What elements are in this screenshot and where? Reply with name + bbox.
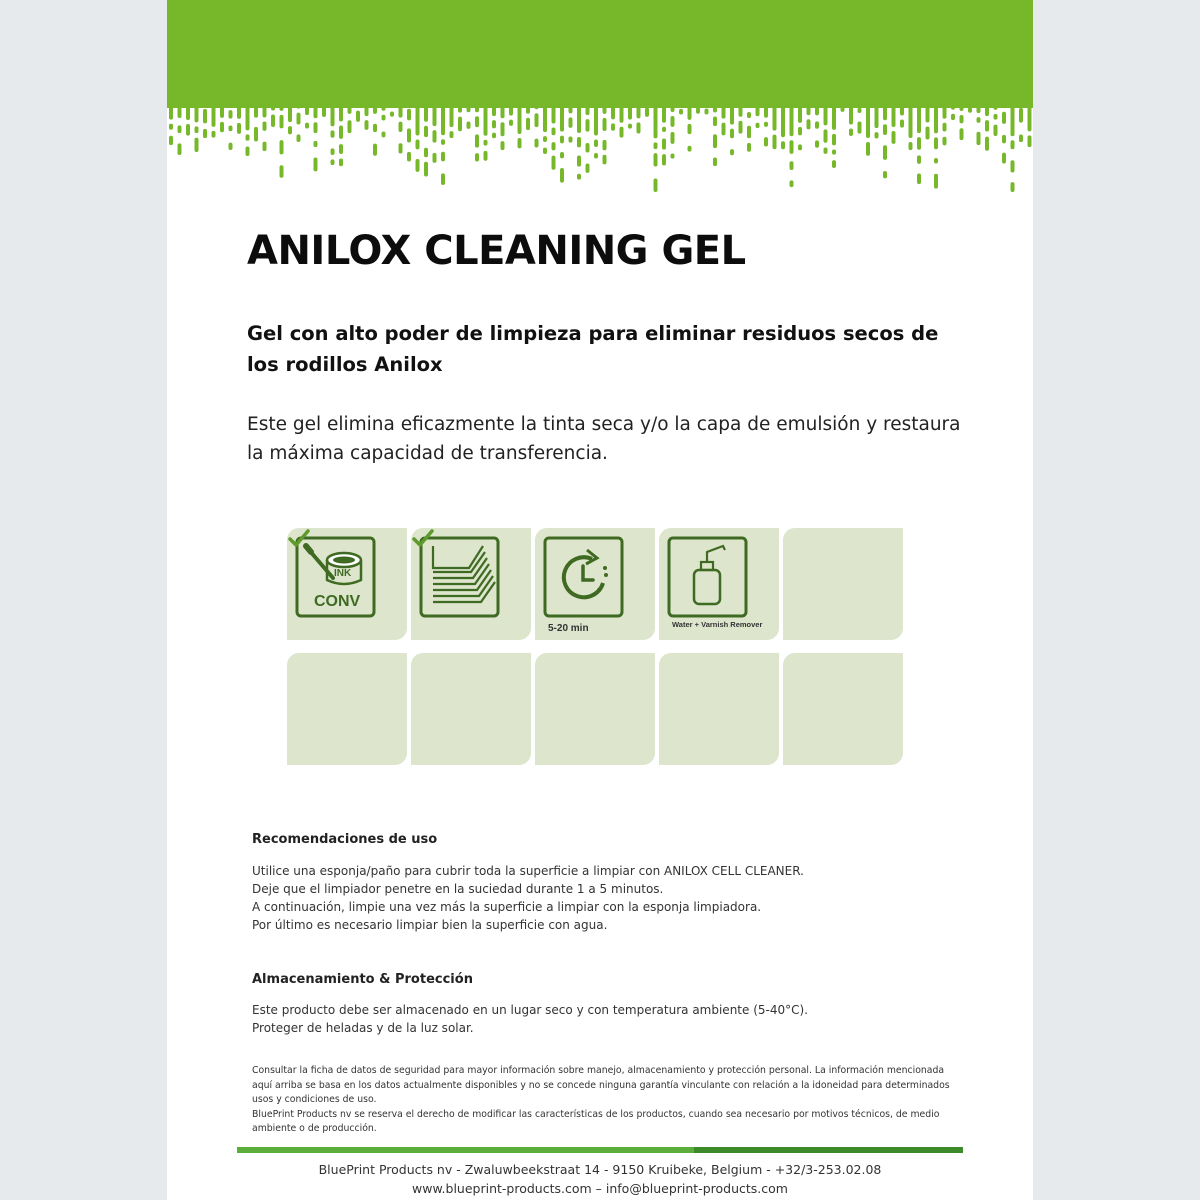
footer-address: BluePrint Products nv - Zwaluwbeekstraat 14 - 9150 Kruibeke, Belgium - +32/3-253.02.08 bbox=[318, 1162, 882, 1177]
tile-empty bbox=[783, 653, 903, 765]
ink-label: INK bbox=[334, 568, 352, 579]
tile-empty bbox=[287, 653, 407, 765]
disclaimer-paragraph: Consultar la ficha de datos de seguridad para mayor información sobre manejo, almacenamiento y protección personal. La información mencionada aquí arriba se basa en los datos actualmente disponibles y no se concede ninguna garantía vinculante con relación a la idoneidad para determinados usos y condiciones de uso. bbox=[252, 1065, 950, 1105]
footer bbox=[167, 1160, 1033, 1198]
disclaimer bbox=[252, 1064, 952, 1137]
timer-caption: 5-20 min bbox=[548, 623, 589, 634]
tile-timer bbox=[535, 528, 655, 640]
disclaimer-paragraph: BluePrint Products nv se reserva el derecho de modificar las características de los productos, cuando sea necesario por motivos técnicos, de medio ambiente o de producción. bbox=[252, 1108, 940, 1134]
document-page bbox=[167, 0, 1033, 1200]
tile-plates bbox=[411, 528, 531, 640]
tile-empty bbox=[411, 653, 531, 765]
recommendation-line: A continuación, limpie una vez más la superficie a limpiar con la esponja limpiadora. bbox=[252, 900, 762, 914]
recommendation-line: Por último es necesario limpiar bien la superficie con agua. bbox=[252, 918, 608, 932]
storage-line: Este producto debe ser almacenado en un lugar seco y con temperatura ambiente (5-40°C). bbox=[252, 1003, 808, 1017]
wash-bottle-caption: Water + Varnish Remover bbox=[672, 620, 763, 629]
recommendation-line: Deje que el limpiador penetre en la suciedad durante 1 a 5 minutos. bbox=[252, 882, 664, 896]
header-drip-pattern bbox=[167, 0, 1033, 195]
product-intro: Este gel elimina eficazmente la tinta seca y/o la capa de emulsión y restaura la máxima capacidad de transferencia. bbox=[247, 414, 961, 464]
footer-divider bbox=[237, 1147, 963, 1153]
tile-wash-bottle bbox=[659, 528, 779, 640]
recommendations-heading: Recomendaciones de uso bbox=[252, 832, 438, 847]
storage-text bbox=[252, 1001, 952, 1037]
check-icon bbox=[411, 528, 435, 548]
tile-empty bbox=[659, 653, 779, 765]
application-icon-grid bbox=[287, 528, 907, 740]
tile-empty bbox=[783, 528, 903, 640]
storage-line: Proteger de heladas y de la luz solar. bbox=[252, 1021, 474, 1035]
storage-heading: Almacenamiento & Protección bbox=[252, 972, 473, 987]
conv-label: CONV bbox=[314, 593, 361, 610]
product-title: ANILOX CLEANING GEL bbox=[247, 228, 746, 274]
tile-empty bbox=[535, 653, 655, 765]
check-icon bbox=[287, 528, 311, 548]
tile-ink-conv bbox=[287, 528, 407, 640]
recommendations-text bbox=[252, 862, 952, 934]
footer-contact: www.blueprint-products.com – info@blueprint-products.com bbox=[412, 1181, 788, 1196]
product-subtitle: Gel con alto poder de limpieza para eliminar residuos secos de los rodillos Anilox bbox=[247, 322, 939, 376]
recommendation-line: Utilice una esponja/paño para cubrir toda la superficie a limpiar con ANILOX CELL CLEANER. bbox=[252, 864, 804, 878]
